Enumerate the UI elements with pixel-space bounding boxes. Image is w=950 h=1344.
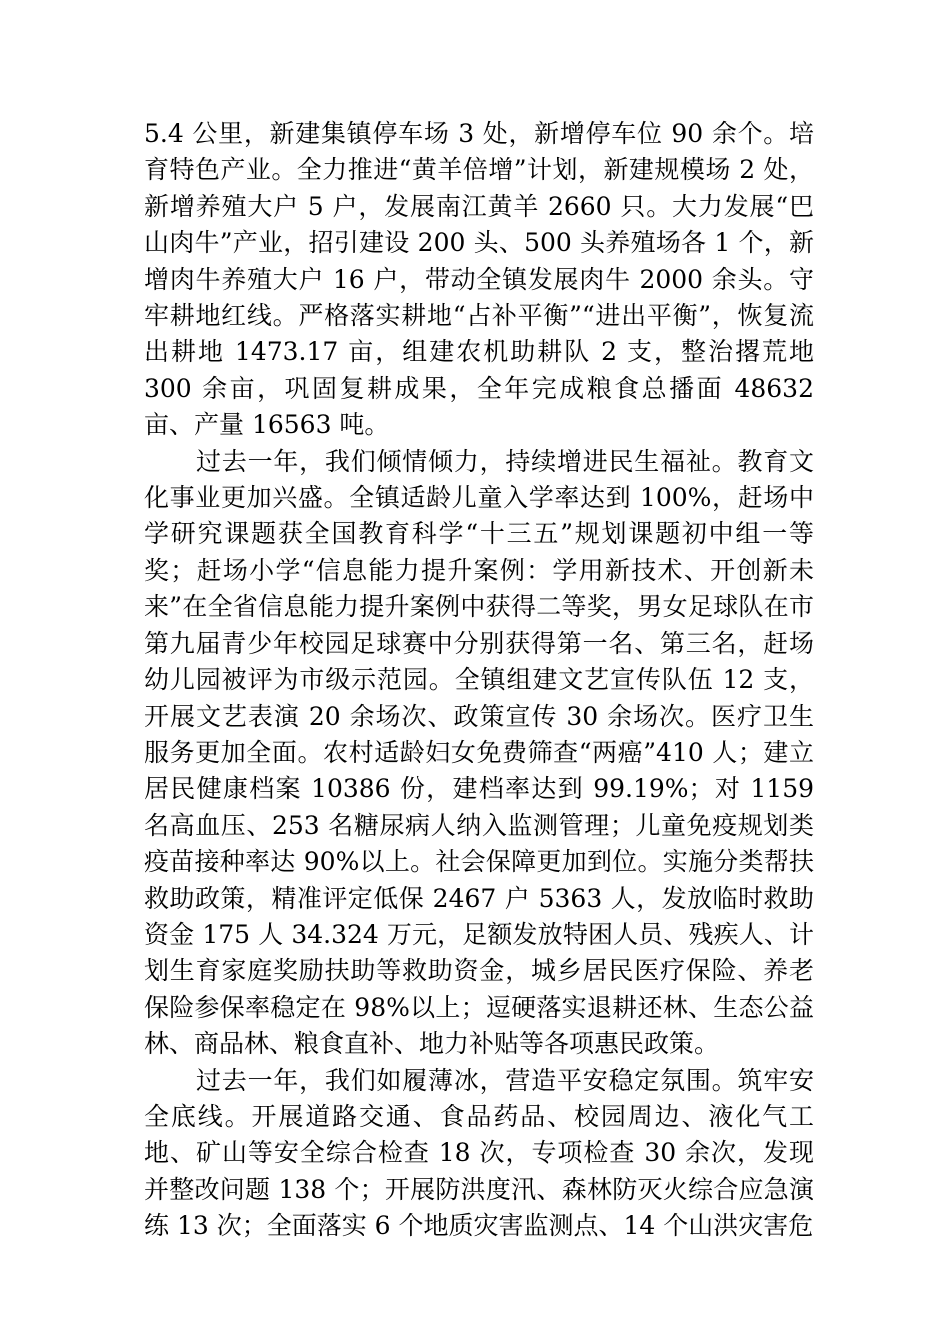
paragraph-1: 5.4 公里，新建集镇停车场 3 处，新增停车位 90 余个。培育特色产业。全力推进“黄羊倍增”计划，新建规模场 2 处，新增养殖大户 5 户，发展南江黄羊 2660 只。大力发展“巴山肉牛”产业，招引建设 200 头、500 头养殖场各 1 个，新增肉牛养殖大户 16 户，带动全镇发展肉牛 2000 余头。守牢耕地红线。严格落实耕地“占补平衡”“进出平衡”，恢复流出耕地 1473.17 亩，组建农机助耕队 2 支，整治撂荒地 300 余亩，巩固复耕成果，全年完成粮食总播面 48632 亩、产量 16563 吨。 xyxy=(144,119,814,440)
paragraph-3: 过去一年，我们如履薄冰，营造平安稳定氛围。筑牢安全底线。开展道路交通、食品药品、校园周边、液化气工地、矿山等安全综合检查 18 次，专项检查 30 余次，发现并整改问题 138 个；开展防洪度汛、森林防灭火综合应急演练 13 次；全面落实 6 个地质灾害监测点、14 个山洪灾害危 xyxy=(144,1065,814,1241)
document-page xyxy=(144,116,814,1245)
paragraph-2: 过去一年，我们倾情倾力，持续增进民生福祉。教育文化事业更加兴盛。全镇适龄儿童入学率达到 100%，赶场中学研究课题获全国教育科学“十三五”规划课题初中组一等奖；赶场小学“信息能力提升案例：学用新技术、开创新未来”在全省信息能力提升案例中获得二等奖，男女足球队在市第九届青少年校园足球赛中分别获得第一名、第三名，赶场幼儿园被评为市级示范园。全镇组建文艺宣传队伍 12 支，开展文艺表演 20 余场次、政策宣传 30 余场次。医疗卫生服务更加全面。农村适龄妇女免费筛查“两癌”410 人；建立居民健康档案 10386 份，建档率达到 99.19%；对 1159 名高血压、253 名糖尿病人纳入监测管理；儿童免疫规划类疫苗接种率达 90%以上。社会保障更加到位。实施分类帮扶救助政策，精准评定低保 2467 户 5363 人，发放临时救助资金 175 人 34.324 万元，足额发放特困人员、残疾人、计划生育家庭奖励扶助等救助资金，城乡居民医疗保险、养老保险参保率稳定在 98%以上；逗硬落实退耕还林、生态公益林、商品林、粮食直补、地力补贴等各项惠民政策。 xyxy=(144,446,814,1059)
